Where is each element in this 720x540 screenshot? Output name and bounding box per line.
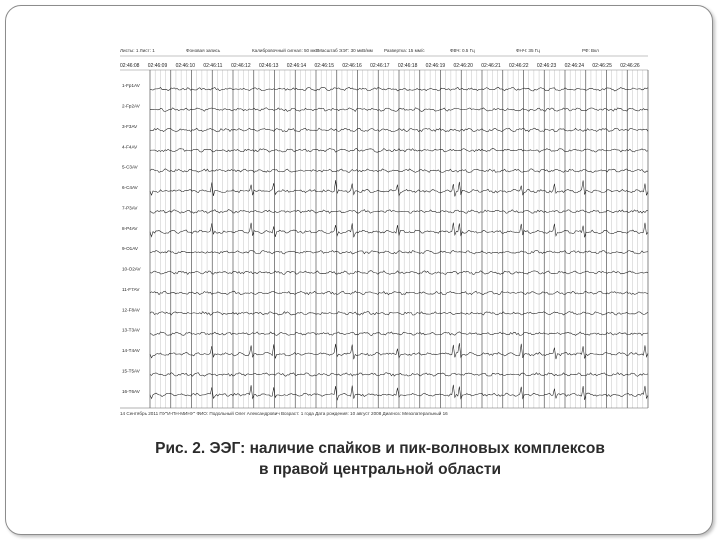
time-label: 02:46:24 — [564, 63, 585, 69]
channel-label: 8-P4AV — [122, 225, 138, 231]
channel-label: 5-C3AV — [122, 164, 138, 170]
time-label: 02:46:10 — [175, 63, 196, 69]
header-field: ФНЧ: 35 Гц — [516, 48, 540, 53]
eeg-figure — [114, 44, 654, 422]
time-label: 02:46:12 — [231, 63, 251, 69]
figure-caption — [100, 438, 660, 480]
footer-info: 14 Сентябрь 2011 ПУ"И-ПН-МИНУ" ФИО: Подольный Олег Александрович Возраст: 1 года Дата рождения: 10 август 2008 Диагноз: Мезолатеральный 16 — [120, 411, 448, 416]
header-field: Масштаб ЭЭГ: 30 мкВ/мм — [318, 48, 373, 53]
time-label: 02:46:23 — [536, 63, 557, 69]
time-label: 02:46:13 — [258, 63, 279, 69]
channel-label: 10-O2AV — [122, 266, 141, 272]
eeg-footer — [120, 410, 448, 416]
time-label: 02:46:08 — [120, 63, 140, 69]
caption-line-2: в правой центральной области — [258, 461, 501, 478]
channel-label: 9-O1AV — [122, 246, 138, 252]
channel-label: 4-F4AV — [122, 144, 138, 150]
time-label: 02:46:11 — [203, 63, 223, 69]
eeg-header — [120, 47, 640, 69]
channel-label: 7-P3AV — [122, 205, 138, 211]
channel-label: 12-F8AV — [122, 307, 140, 313]
time-label: 02:46:17 — [370, 63, 390, 69]
channel-label: 1-Fp1AV — [122, 83, 140, 89]
channel-label: 13-T3AV — [122, 327, 140, 333]
header-field: ФВЧ: 0.5 Гц — [450, 48, 475, 53]
channel-label: 14-T4AV — [122, 348, 140, 354]
channel-labels — [122, 83, 141, 394]
time-label: 02:46:19 — [425, 63, 446, 69]
time-label: 02:46:20 — [453, 63, 473, 69]
header-field: Листы: 1 Лист: 1 — [120, 48, 155, 53]
time-label: 02:46:18 — [397, 63, 418, 69]
header-field: Фоновая запись — [186, 48, 221, 53]
time-label: 02:46:14 — [286, 63, 307, 69]
time-label: 02:46:22 — [509, 63, 529, 69]
time-label: 02:46:15 — [314, 63, 334, 69]
channel-label: 15-T5AV — [122, 368, 140, 374]
time-label: 02:46:26 — [620, 63, 640, 69]
header-field: РФ: Вкл — [582, 48, 599, 53]
time-label: 02:46:25 — [592, 63, 612, 69]
channel-label: 16-T6AV — [122, 388, 140, 394]
eeg-recording — [114, 44, 654, 422]
channel-label: 6-C4AV — [122, 185, 138, 191]
channel-label: 2-Fp2AV — [122, 103, 140, 109]
header-field: Калибровочный сигнал: 50 мкВ — [252, 48, 319, 53]
channel-label: 3-F3AV — [122, 123, 138, 129]
header-field: Развертка: 15 мм/с — [384, 48, 425, 53]
channel-label: 11-F7AV — [122, 286, 140, 292]
caption-line-1: Рис. 2. ЭЭГ: наличие спайков и пик-волновых комплексов — [155, 440, 605, 457]
time-label: 02:46:16 — [342, 63, 362, 69]
time-label: 02:46:09 — [147, 63, 168, 69]
time-label: 02:46:21 — [481, 63, 501, 69]
